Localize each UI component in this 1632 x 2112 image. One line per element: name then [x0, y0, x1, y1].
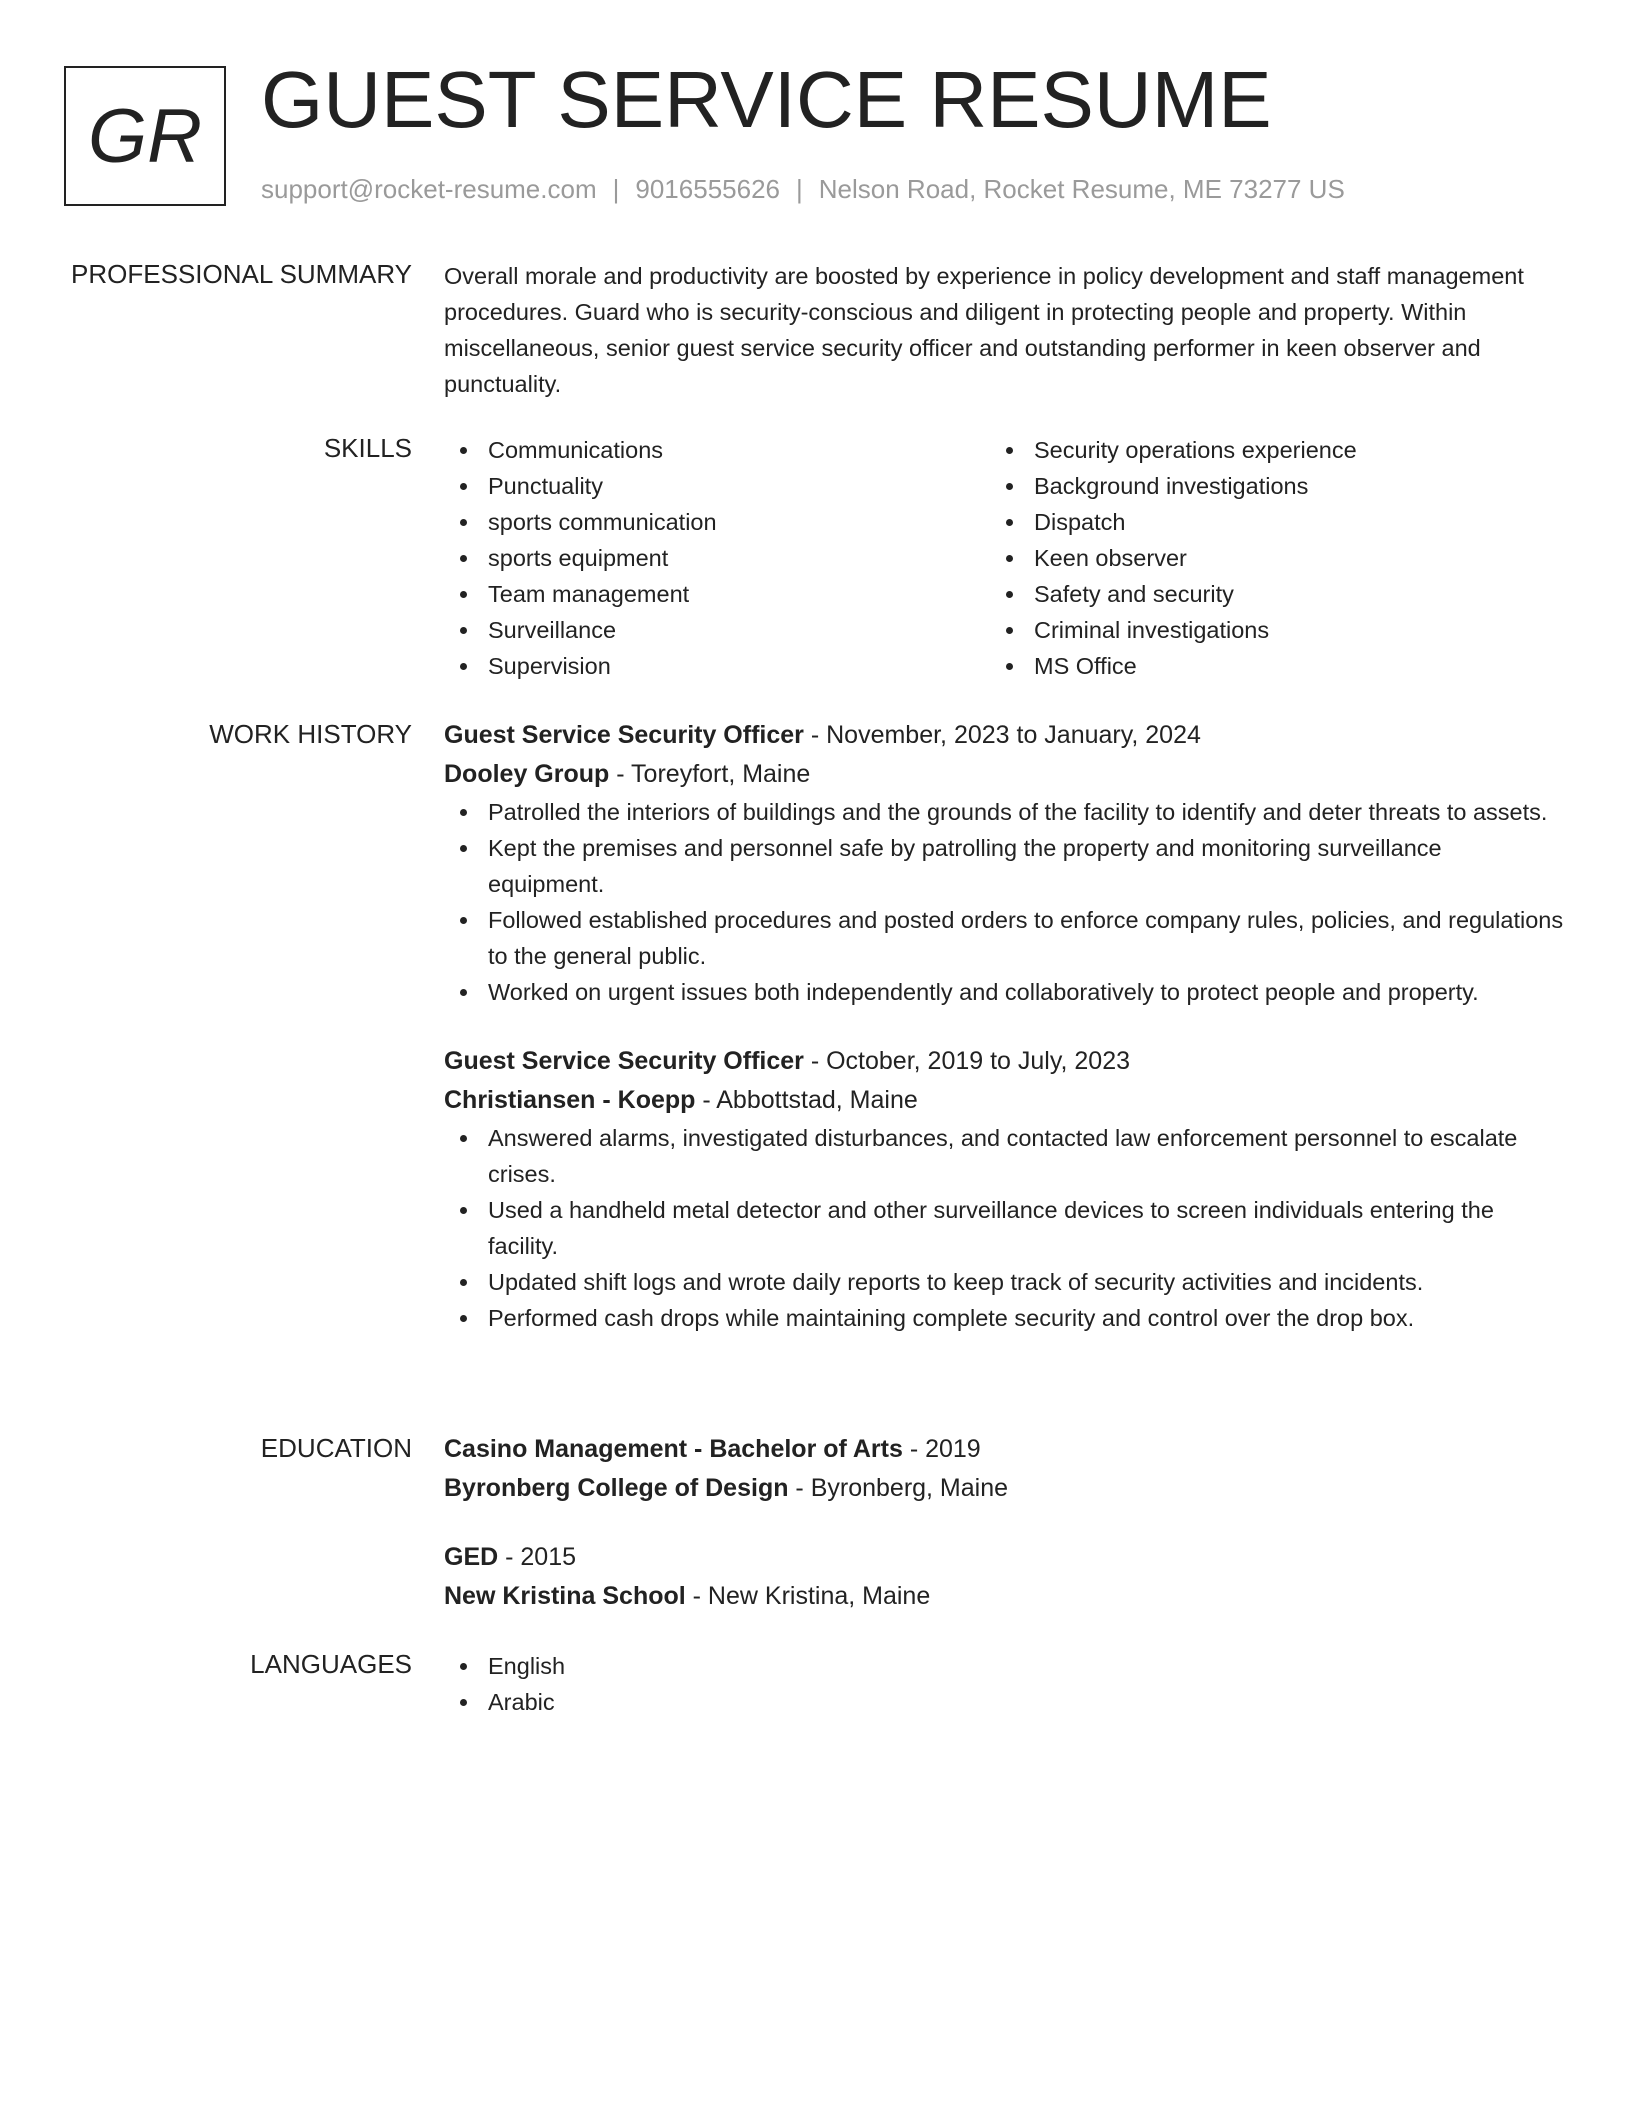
company-location: - Toreyfort, Maine: [609, 760, 811, 788]
degree-year: - 2015: [498, 1543, 577, 1571]
skill-item: Punctuality: [444, 468, 990, 504]
section-body: [444, 1430, 1564, 1616]
skill-item: Safety and security: [990, 576, 1536, 612]
school-location: - New Kristina, Maine: [685, 1582, 931, 1610]
section-label: EDUCATION: [260, 1433, 412, 1463]
school-name: Byronberg College of Design: [444, 1474, 789, 1502]
job-title: Guest Service Security Officer: [444, 721, 804, 749]
company-name: Dooley Group: [444, 760, 610, 788]
section-label: WORK HISTORY: [209, 719, 412, 749]
duty-item: Used a handheld metal detector and other surveillance devices to screen individuals entering the facility.: [444, 1192, 1564, 1264]
job-heading: [444, 1042, 1564, 1080]
skill-item: sports communication: [444, 504, 990, 540]
section-body: [444, 1648, 1564, 1720]
degree-heading: [444, 1430, 1564, 1468]
monogram-badge: GR: [64, 66, 226, 206]
job-duties: [444, 794, 1564, 1010]
summary-text: Overall morale and productivity are boosted by experience in policy development and staff management procedures. Guard who is security-conscious and diligent in protecting people and property. Within miscellaneous, senior guest service security officer and outstanding performer in keen observer and punctuality.: [444, 263, 1524, 397]
education-entry: [444, 1538, 1564, 1616]
job-heading: [444, 716, 1564, 754]
skill-item: Dispatch: [990, 504, 1536, 540]
school-name: New Kristina School: [444, 1582, 686, 1610]
duty-item: Performed cash drops while maintaining complete security and control over the drop box.: [444, 1300, 1564, 1336]
job-employer: [444, 1080, 1564, 1120]
duty-item: Worked on urgent issues both independently and collaboratively to protect people and property.: [444, 974, 1564, 1010]
school-line: [444, 1468, 1564, 1508]
skill-item: Surveillance: [444, 612, 990, 648]
degree-name: Casino Management - Bachelor of Arts: [444, 1435, 903, 1463]
job-employer: [444, 754, 1564, 794]
contact-separator: |: [796, 174, 803, 204]
contact-address: Nelson Road, Rocket Resume, ME 73277 US: [818, 174, 1345, 204]
section-label: SKILLS: [323, 433, 412, 463]
language-item: English: [444, 1648, 1564, 1684]
job-dates: - November, 2023 to January, 2024: [803, 721, 1201, 749]
section-body: [444, 258, 1564, 402]
skills-list-right: [990, 432, 1536, 684]
job-entry: [444, 716, 1564, 1010]
resume-title: GUEST SERVICE RESUME: [261, 55, 1272, 144]
skill-item: Background investigations: [990, 468, 1536, 504]
contact-line: [261, 174, 1345, 205]
job-title: Guest Service Security Officer: [444, 1047, 804, 1075]
job-entry: [444, 1042, 1564, 1336]
job-duties: [444, 1120, 1564, 1336]
duty-item: Kept the premises and personnel safe by patrolling the property and monitoring surveillance equipment.: [444, 830, 1564, 902]
duty-item: Patrolled the interiors of buildings and the grounds of the facility to identify and deter threats to assets.: [444, 794, 1564, 830]
company-name: Christiansen - Koepp: [444, 1086, 696, 1114]
job-dates: - October, 2019 to July, 2023: [803, 1047, 1131, 1075]
section-label: LANGUAGES: [250, 1649, 412, 1679]
skill-item: MS Office: [990, 648, 1536, 684]
skill-item: Team management: [444, 576, 990, 612]
skill-item: sports equipment: [444, 540, 990, 576]
skill-item: Supervision: [444, 648, 990, 684]
degree-year: - 2019: [902, 1435, 981, 1463]
company-location: - Abbottstad, Maine: [695, 1086, 918, 1114]
skill-item: Criminal investigations: [990, 612, 1536, 648]
duty-item: Updated shift logs and wrote daily reports to keep track of security activities and incidents.: [444, 1264, 1564, 1300]
contact-email: support@rocket-resume.com: [261, 174, 597, 204]
skill-item: Communications: [444, 432, 990, 468]
degree-name: GED: [444, 1543, 499, 1571]
skills-columns: [444, 432, 1564, 684]
language-item: Arabic: [444, 1684, 1564, 1720]
section-label: PROFESSIONAL SUMMARY: [71, 259, 412, 289]
skills-list-left: [444, 432, 990, 684]
skill-item: Keen observer: [990, 540, 1536, 576]
duty-item: Followed established procedures and posted orders to enforce company rules, policies, and regulations to the general public.: [444, 902, 1564, 974]
section-body: [444, 716, 1564, 1336]
school-line: [444, 1576, 1564, 1616]
section-body: [444, 432, 1564, 684]
skill-item: Security operations experience: [990, 432, 1536, 468]
school-location: - Byronberg, Maine: [788, 1474, 1009, 1502]
contact-phone: 9016555626: [635, 174, 780, 204]
education-entry: [444, 1430, 1564, 1508]
degree-heading: [444, 1538, 1564, 1576]
contact-separator: |: [612, 174, 620, 204]
duty-item: Answered alarms, investigated disturbances, and contacted law enforcement personnel to escalate crises.: [444, 1120, 1564, 1192]
languages-list: [444, 1648, 1564, 1720]
